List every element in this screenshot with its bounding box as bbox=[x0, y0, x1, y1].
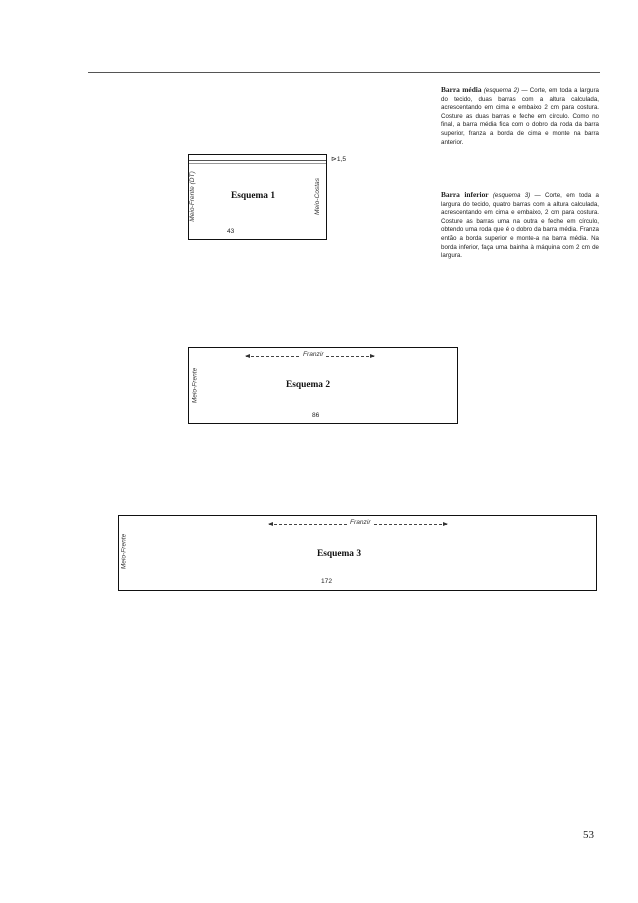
ref-esquema-2: (esquema 2) bbox=[483, 87, 520, 94]
gather-label: Franzir bbox=[303, 351, 324, 358]
body-barra-inferior: — Corte, em toda a largura do tecido, quatro barras com a altura calculada, acrescentando em cima e embaixo, 2 cm para costura. Costure as barras uma na outra e feche em círculo, obtendo uma roda que é o dobro da barra média. Franza então a borda superior e monte-a na barra média. Na borda inferior, faça uma bainha à máquina com 2 cm de largura. bbox=[441, 192, 599, 260]
scheme-1-right-label: Meio-Costas bbox=[314, 177, 322, 216]
scheme-3-diagram bbox=[118, 515, 597, 591]
scheme-1-title: Esquema 1 bbox=[231, 191, 276, 201]
body-barra-media: — Corte, em toda a largura do tecido, duas barras com a altura calculada, acrescentando em cima e embaixo 2 cm para costura. Costure as duas barras e feche em círculo. Como no final, a barra média fica com o dobro da roda da barra superior, franza a borda de cima e monte na barra anterior. bbox=[441, 87, 599, 146]
scheme-1-width: 43 bbox=[227, 228, 235, 235]
scheme-3-width: 172 bbox=[321, 578, 333, 585]
arrow-right-icon bbox=[443, 522, 448, 526]
seam-allowance-label bbox=[331, 155, 346, 163]
arrow-right-icon bbox=[370, 354, 375, 358]
gather-label: Franzir bbox=[350, 519, 371, 526]
ref-esquema-3: (esquema 3) bbox=[492, 192, 531, 199]
page-number: 53 bbox=[583, 829, 594, 841]
arrow-left-icon bbox=[268, 522, 273, 526]
scheme-2-width: 86 bbox=[312, 412, 320, 419]
seam-allowance-line-2 bbox=[189, 163, 326, 164]
scheme-2-title: Esquema 2 bbox=[286, 380, 331, 390]
seam-allowance-line bbox=[189, 160, 326, 161]
scheme-3-title: Esquema 3 bbox=[317, 549, 362, 559]
heading-barra-inferior: Barra inferior bbox=[441, 190, 489, 199]
scheme-1-diagram bbox=[188, 154, 327, 240]
paragraph-barra-media bbox=[441, 86, 599, 147]
scheme-2-left-label: Meio-Frente bbox=[191, 367, 199, 404]
scheme-1-left-label: Meio-Frente (DT) bbox=[188, 171, 196, 222]
top-rule bbox=[88, 72, 600, 73]
paragraph-barra-inferior bbox=[441, 191, 599, 261]
arrow-left-icon bbox=[245, 354, 250, 358]
heading-barra-media: Barra média bbox=[441, 85, 482, 94]
scheme-2-diagram bbox=[188, 347, 458, 424]
seam-allowance-value: 1,5 bbox=[336, 156, 347, 163]
scheme-3-left-label: Meio-Frente bbox=[120, 533, 128, 570]
seam-arrow-icon: ⊳ bbox=[331, 156, 337, 163]
